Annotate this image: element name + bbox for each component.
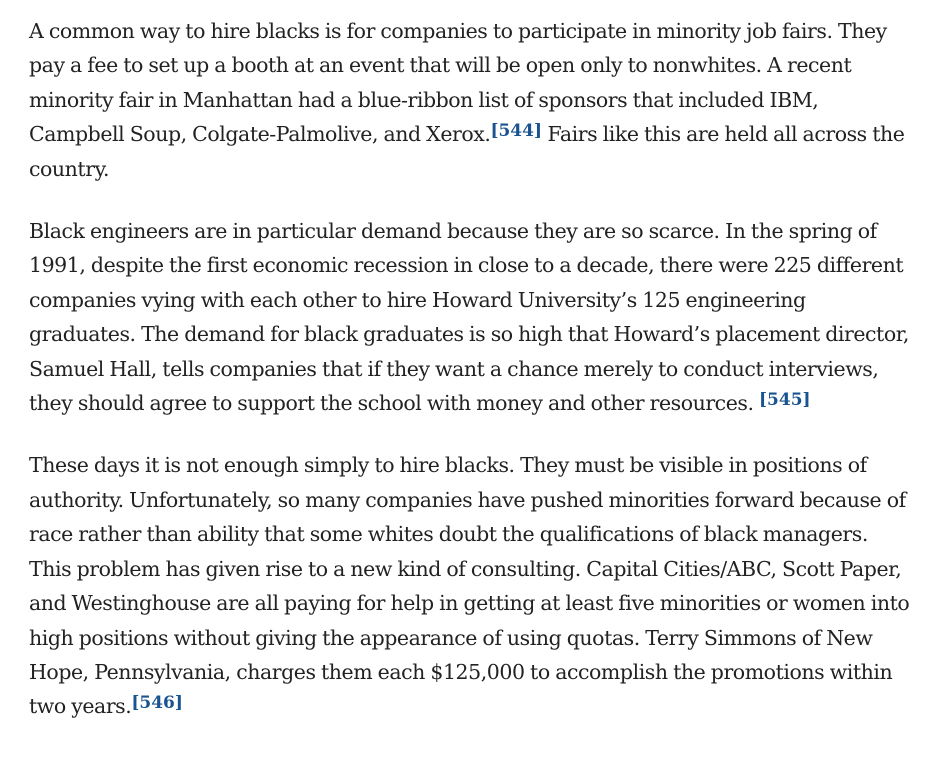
paragraph-black-engineers <box>29 214 912 420</box>
footnote-link-544[interactable]: [544] <box>490 121 543 142</box>
footnote-link-545[interactable]: [545] <box>759 390 811 411</box>
paragraph-text: These days it is not enough simply to hire blacks. They must be visible in positions of authority. Unfortunately, so many companies have pushed minorities forward because of race rather than ability that some whites doubt the qualifications of black managers. This problem has given rise to a new kind of consulting. Capital Cities/ABC, Scott Paper, and Westinghouse are all paying for help in getting at least five minorities or women into high positions without giving the appearance of using quotas. Terry Simmons of New Hope, Pennsylvania, charges them each $125,000 to accomplish the promotions within two years. <box>29 453 910 719</box>
paragraph-text: A common way to hire blacks is for companies to participate in minority job fairs. They pay a fee to set up a booth at an event that will be open only to nonwhites. A recent minority fair in Manhattan had a blue-ribbon list of sponsors that included IBM, Campbell Soup, Colgate-Palmolive, and Xerox. <box>29 19 887 147</box>
paragraph-text: Black engineers are in particular demand because they are so scarce. In the spring of 1991, despite the first economic recession in close to a decade, there were 225 different companies vying with each other to hire Howard University’s 125 engineering graduates. The demand for black graduates is so high that Howard’s placement director, Samuel Hall, tells companies that if they want a chance merely to conduct interviews, they should agree to support the school with money and other resources. <box>29 219 909 416</box>
paragraph-positions-of-authority <box>29 448 912 723</box>
footnote-link-546[interactable]: [546] <box>131 693 183 714</box>
paragraph-text: Fairs like this are held all across the country. <box>29 122 905 181</box>
paragraph-job-fairs <box>29 14 912 186</box>
